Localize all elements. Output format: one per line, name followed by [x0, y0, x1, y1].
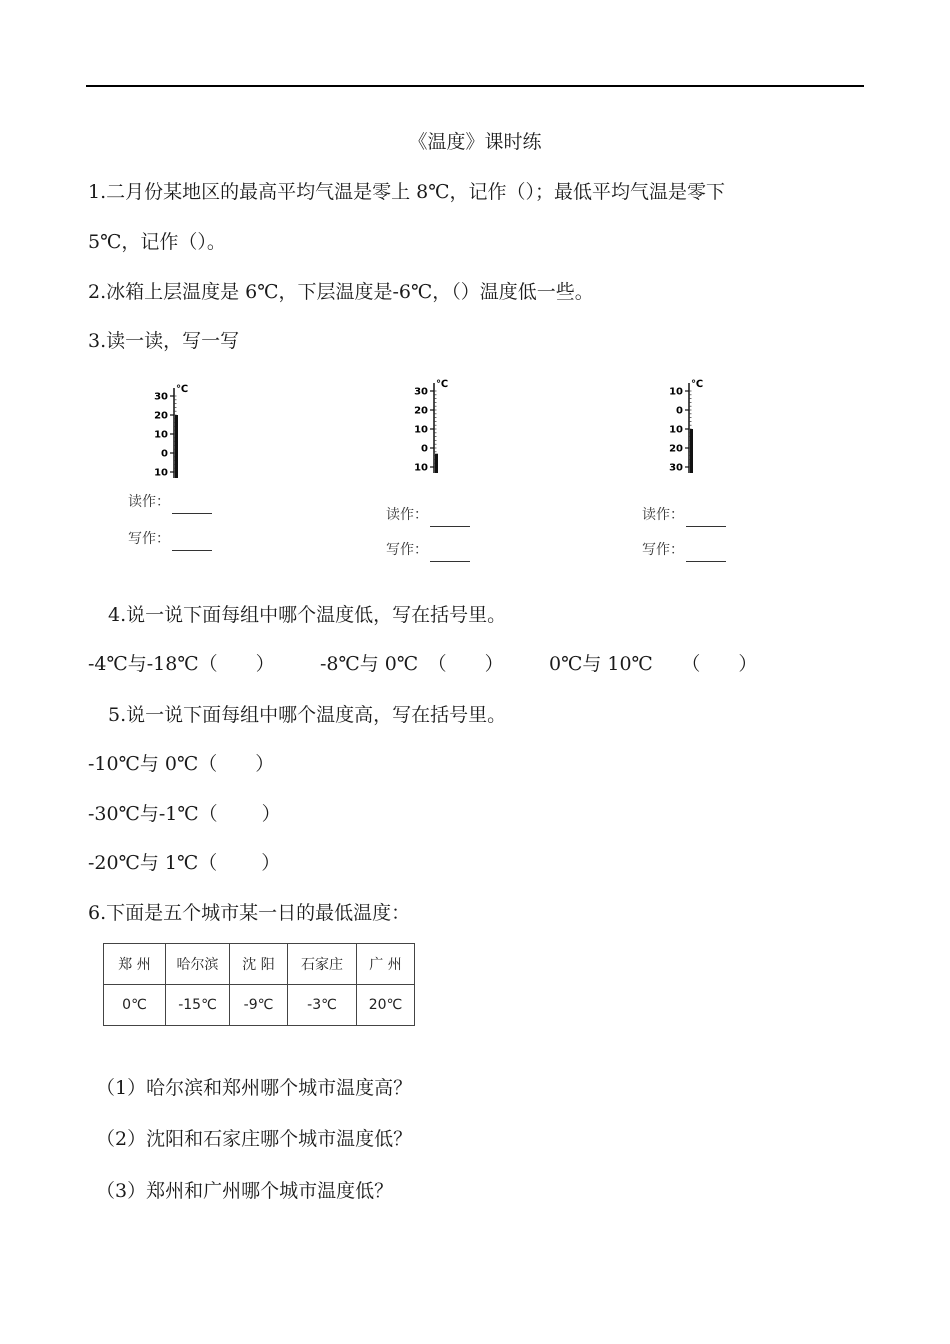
- unit-label: ℃: [176, 384, 189, 395]
- table-row: [104, 944, 415, 985]
- thermometer-ticks: [154, 384, 188, 479]
- table-cell: 0℃: [104, 985, 166, 1026]
- unit-label: ℃: [436, 379, 449, 390]
- q4-item-2: -8℃与 0℃ （ ）: [320, 653, 504, 675]
- tick-label: 30: [669, 462, 683, 474]
- thermometer-1-read[interactable]: [128, 490, 212, 514]
- table-cell: -3℃: [288, 985, 357, 1026]
- tick-label: 10: [669, 424, 683, 436]
- tick-label: 10: [414, 424, 428, 436]
- q5-item-1: -10℃与 0℃（ ）: [88, 753, 275, 775]
- tick-label: 30: [414, 386, 428, 398]
- tick-label: 10: [414, 462, 428, 474]
- unit-label: ℃: [691, 379, 704, 390]
- tick-label: 0: [161, 448, 168, 460]
- q4-item-3: 0℃与 10℃ （ ）: [549, 653, 758, 675]
- read-label: 读作：: [642, 507, 684, 523]
- tick-label: 0: [676, 405, 683, 417]
- table-cell: -15℃: [166, 985, 230, 1026]
- q5-item-3: -20℃与 1℃（ ）: [88, 852, 281, 874]
- q3-heading: 3.读一读，写一写: [88, 330, 240, 352]
- tick-label: 10: [669, 386, 683, 398]
- read-label: 读作：: [128, 494, 170, 510]
- page-title: 《温度》课时练: [408, 131, 542, 153]
- table-cell: 20℃: [357, 985, 415, 1026]
- thermometer-ticks: [669, 379, 703, 474]
- tick-label: 30: [154, 391, 168, 403]
- table-header-cell: 石家庄: [288, 944, 357, 985]
- thermometer-3-write[interactable]: [642, 538, 726, 562]
- q4-heading: 4.说一说下面每组中哪个温度低，写在括号里。: [108, 604, 507, 626]
- q5-heading: 5.说一说下面每组中哪个温度高，写在括号里。: [108, 704, 507, 726]
- q1-line1: 1.二月份某地区的最高平均气温是零上 8℃，记作（）；最低平均气温是零下: [88, 181, 726, 203]
- thermometer-ticks: [414, 379, 448, 474]
- answer-blank[interactable]: [686, 512, 726, 527]
- table-header-cell: 哈尔滨: [166, 944, 230, 985]
- tick-label: 10: [154, 467, 168, 479]
- read-label: 读作：: [386, 507, 428, 523]
- thermometer-1-write[interactable]: [128, 527, 212, 551]
- thermometer-3: [663, 375, 713, 485]
- q6-sub-3: （3）郑州和广州哪个城市温度低？: [96, 1180, 394, 1202]
- thermometer-3-read[interactable]: [642, 503, 726, 527]
- thermometer-1: [148, 380, 198, 485]
- q2-text: 2.冰箱上层温度是 6℃，下层温度是-6℃，（）温度低一些。: [88, 281, 594, 303]
- mercury-column: [435, 454, 438, 473]
- tick-label: 0: [421, 443, 428, 455]
- mercury-column: [690, 429, 693, 473]
- table-row: [104, 985, 415, 1026]
- tick-label: 20: [154, 410, 168, 422]
- q6-heading: 6.下面是五个城市某一日的最低温度：: [88, 902, 411, 924]
- write-label: 写作：: [128, 531, 170, 547]
- tick-label: 20: [414, 405, 428, 417]
- q4-item-1: -4℃与-18℃（ ）: [88, 653, 275, 675]
- q1-line2: 5℃，记作（）。: [88, 231, 226, 253]
- q5-item-2: -30℃与-1℃（ ）: [88, 803, 281, 825]
- mercury-column: [175, 415, 178, 478]
- tick-label: 10: [154, 429, 168, 441]
- write-label: 写作：: [642, 542, 684, 558]
- answer-blank[interactable]: [430, 547, 470, 562]
- table-header-cell: 广 州: [357, 944, 415, 985]
- thermometer-2-write[interactable]: [386, 538, 470, 562]
- header-rule: [86, 85, 864, 87]
- table-header-cell: 郑 州: [104, 944, 166, 985]
- write-label: 写作：: [386, 542, 428, 558]
- answer-blank[interactable]: [686, 547, 726, 562]
- thermometer-2: [408, 375, 458, 485]
- answer-blank[interactable]: [172, 536, 212, 551]
- answer-blank[interactable]: [172, 499, 212, 514]
- thermometer-2-read[interactable]: [386, 503, 470, 527]
- q6-sub-1: （1）哈尔滨和郑州哪个城市温度高？: [96, 1077, 413, 1099]
- table-header-cell: 沈 阳: [230, 944, 288, 985]
- tick-label: 20: [669, 443, 683, 455]
- city-temperature-table: [103, 943, 415, 1026]
- q6-sub-2: （2）沈阳和石家庄哪个城市温度低？: [96, 1128, 413, 1150]
- table-cell: -9℃: [230, 985, 288, 1026]
- answer-blank[interactable]: [430, 512, 470, 527]
